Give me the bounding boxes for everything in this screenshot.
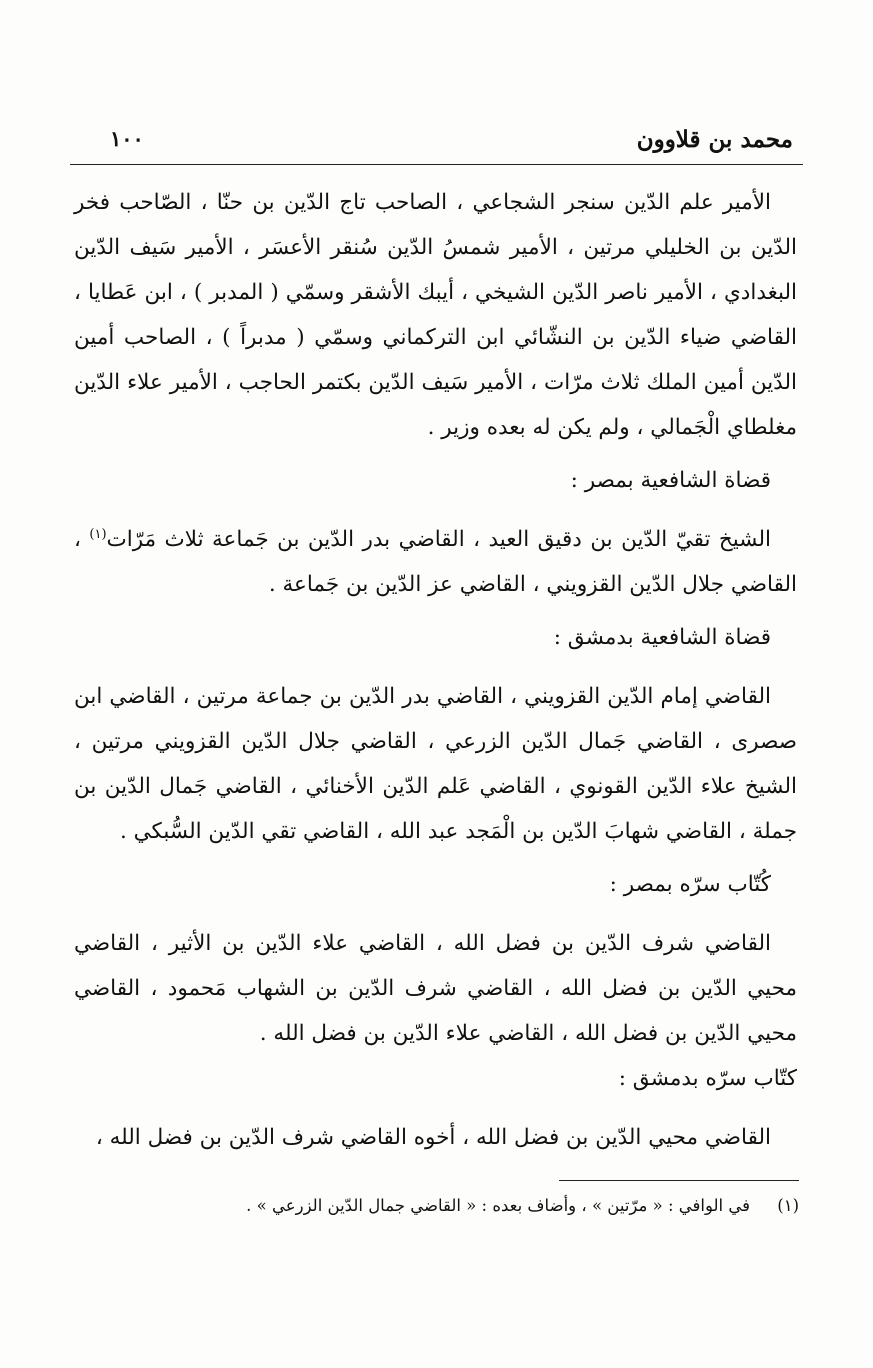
footnote-rule [559,1180,799,1181]
secretaries-damascus-heading: كتّاب سرّه بدمشق : [618,1066,797,1091]
secretaries-damascus-paragraph: القاضي محيي الدّين بن فضل الله ، أخوه القاضي شرف الدّين بن فضل الله ، [95,1125,771,1150]
shafii-egypt-text-main: الشيخ تقيّ الدّين بن دقيق العيد ، القاضي بدر الدّين بن جَماعة ثلاث مَرّات [106,527,771,552]
shafii-damascus-heading: قضاة الشافعية بدمشق : [553,625,771,650]
footnote-marker: (١) [89,526,107,542]
running-title: محمد بن قلاوون [636,126,793,153]
secretaries-egypt-heading: كُتّاب سرّه بمصر : [609,872,771,897]
shafii-egypt-paragraph [74,517,797,607]
shafii-egypt-text-rest: ، القاضي جلال الدّين القزويني ، القاضي عز الدّين بن جَماعة . [74,527,797,597]
footnote [74,1192,799,1220]
shafii-damascus-paragraph: القاضي إمام الدّين القزويني ، القاضي بدر الدّين بن جماعة مرتين ، القاضي ابن صصرى ، القاضي جَمال الدّين الزرعي ، القاضي جلال الدّين القزويني مرتين ، الشيخ علاء الدّين القونوي ، القاضي عَلم الدّين الأخنائي ، القاضي جَمال الدّين بن جملة ، القاضي شهابَ الدّين بن الْمَجد عبد الله ، القاضي تقي الدّين السُّبكي . [74,684,797,844]
page-header [70,120,803,165]
page-body [74,180,797,1160]
footnote-text: في الوافي : « مرّتين » ، وأضاف بعده : « القاضي جمال الدّين الزرعي » . [246,1196,750,1215]
footnote-number: (١) [777,1196,799,1215]
viziers-paragraph: الأمير علم الدّين سنجر الشجاعي ، الصاحب تاج الدّين بن حنّا ، الصّاحب فخر الدّين بن الخليلي مرتين ، الأمير شمسُ الدّين سُنقر الأعسَر ، الأمير سَيف الدّين البغدادي ، الأمير ناصر الدّين الشيخي ، أيبك الأشقر وسمّي ( المدبر ) ، ابن عَطايا ، القاضي ضياء الدّين بن النشّائي ابن التركماني وسمّي ( مدبراً ) ، الصاحب أمين الدّين أمين الملك ثلاث مرّات ، الأمير سَيف الدّين بكتمر الحاجب ، الأمير علاء الدّين مغلطاي الْجَمالي ، ولم يكن له بعده وزير . [74,190,797,440]
secretaries-egypt-paragraph: القاضي شرف الدّين بن فضل الله ، القاضي علاء الدّين بن الأثير ، القاضي محيي الدّين بن فضل الله ، القاضي شرف الدّين بن الشهاب مَحمود ، القاضي محيي الدّين بن فضل الله ، القاضي علاء الدّين بن فضل الله . [74,931,797,1046]
shafii-egypt-heading: قضاة الشافعية بمصر : [570,468,771,493]
page-number: ١٠٠ [110,126,144,151]
